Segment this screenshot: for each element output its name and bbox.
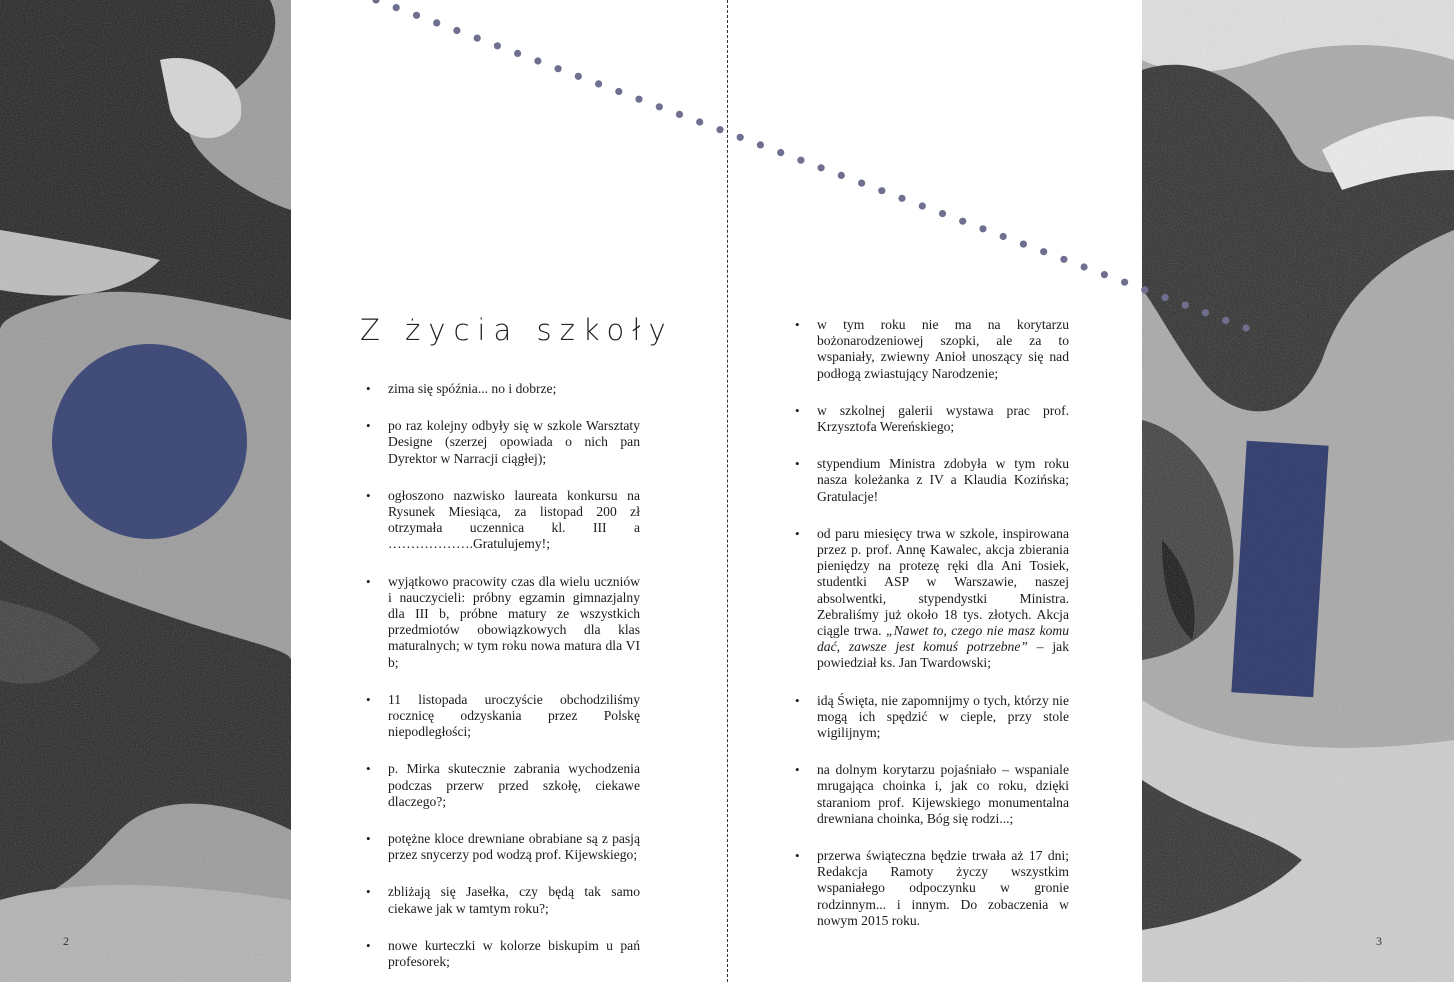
list-item: • potężne kloce drewniane obrabiane są z pasją przez snycerzy pod wodzą prof. Kijewskiego; [366, 831, 640, 863]
list-item: • wyjątkowo pracowity czas dla wielu uczniów i nauczycieli: próbny egzamin gimnazjalny dla III b, próbne matury ze wszystkich przedmiotów obowiązkowych dla klas maturalnych; w tym roku nowa matura dla VI b; [366, 574, 640, 671]
list-item: • nowe kurteczki w kolorze biskupim u pań profesorek; [366, 938, 640, 970]
list-item: • zima się spóźnia... no i dobrze; [366, 381, 640, 397]
list-item: • p. Mirka skutecznie zabrania wychodzenia podczas przerw przed szkołę, ciekawe dlaczego?; [366, 761, 640, 810]
quote-attribution: – jak powiedział ks. Jan Twardowski; [817, 639, 1069, 671]
list-item: • 11 listopada uroczyście obchodziliśmy rocznicę odzyskania przez Polskę niepodległości; [366, 692, 640, 741]
item-text: od paru miesięcy trwa w szkole, inspirowana przez p. prof. Annę Kawalec, akcja zbierania pieniędzy na protezę ręki dla Ani Tosiek, studentki ASP w Warszawie, naszej absolwentki, stypendystki Ministra. Zebraliśmy już około 18 tys. złotych. Akcja ciągle trwa. [817, 525, 1069, 639]
list-item: • po raz kolejny odbyły się w szkole Warsztaty Designe (szerzej opowiada o nich pan Dyrektor w Narracji ciągłej); [366, 418, 640, 467]
list-item: • przerwa świąteczna będzie trwała aż 17 dni; Redakcja Ramoty życzy wszystkim wspaniałego odpoczynku w gronie rodzinnym... i innym. Do zobaczenia w nowym 2015 roku. [795, 848, 1069, 929]
list-item: • zbliżają się Jasełka, czy będą tak samo ciekawe jak w tamtym roku?; [366, 884, 640, 916]
news-list-right [795, 317, 1069, 929]
list-item: • stypendium Ministra zdobyła w tym roku nasza koleżanka z IV a Klaudia Kozińska; Gratulacje! [795, 456, 1069, 505]
list-item: • na dolnym korytarzu pojaśniało – wspaniale mrugająca choinka i, jak co roku, dzięki staraniom prof. Kijewskiego monumentalna drewniana choinka, Bóg się rodzi...; [795, 762, 1069, 827]
blue-circle-overlay [52, 344, 247, 539]
list-item: • ogłoszono nazwisko laureata konkursu na Rysunek Miesiąca, za listopad 200 zł otrzymała uczennica kl. III a ……………….Gratulujemy!; [366, 488, 640, 553]
news-list-left [366, 381, 640, 970]
spine-dashed-line [727, 0, 728, 982]
article-title: Z życia szkoły [360, 313, 674, 347]
list-item: • idą Święta, nie zapomnijmy o tych, którzy nie mogą ich spędzić w cieple, przy stole wigilijnym; [795, 693, 1069, 742]
blue-rectangle-overlay [1231, 441, 1328, 698]
page-number-left: 2 [63, 934, 69, 948]
page-number-right: 3 [1376, 934, 1382, 948]
list-item: • w tym roku nie ma na korytarzu bożonarodzeniowej szopki, ale za to wspaniały, zwiewny Anioł unoszący się nad podłogą zwiastujący Narodzenie; [795, 317, 1069, 382]
list-item: • w szkolnej galerii wystawa prac prof. Krzysztofa Wereńskiego; [795, 403, 1069, 435]
list-item [795, 526, 1069, 672]
twardowski-quote: „Nawet to, czego nie masz komu dać, zawsze jest komuś potrzebne” [817, 623, 1070, 655]
